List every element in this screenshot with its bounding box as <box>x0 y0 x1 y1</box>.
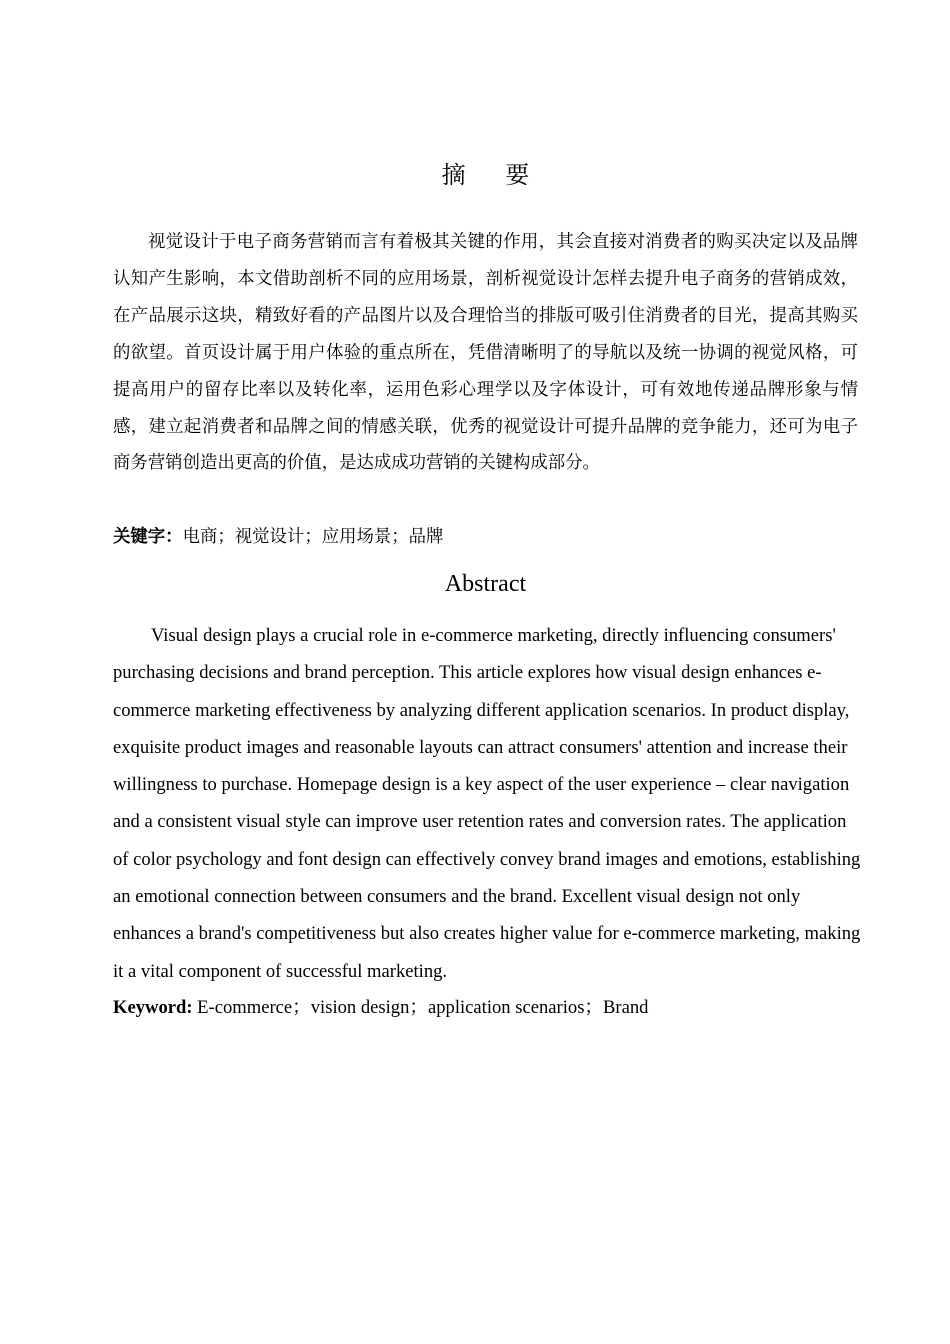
chinese-keywords <box>113 523 858 551</box>
chinese-abstract-title: 摘 要 <box>441 161 546 189</box>
english-keywords-label: Keyword: <box>113 997 193 1018</box>
chinese-abstract-body: 视觉设计于电子商务营销而言有着极其关键的作用，其会直接对消费者的购买决定以及品牌认知产生影响，本文借助剖析不同的应用场景，剖析视觉设计怎样去提升电子商务的营销成效，在产品展示这块，精致好看的产品图片以及合理恰当的排版可吸引住消费者的目光，提高其购买的欲望。首页设计属于用户体验的重点所在，凭借清晰明了的导航以及统一协调的视觉风格，可提高用户的留存比率以及转化率，运用色彩心理学以及字体设计，可有效地传递品牌形象与情感，建立起消费者和品牌之间的情感关联，优秀的视觉设计可提升品牌的竞争能力，还可为电子商务营销创造出更高的价值，是达成成功营销的关键构成部分。 <box>113 232 858 474</box>
english-abstract-body: Visual design plays a crucial role in e-commerce marketing, directly influencing consumers' purchasing decisions and brand perception. This article explores how visual design enhances e-commerce marketing effectiveness by analyzing different application scenarios. In product display, exquisite product images and reasonable layouts can attract consumers' attention and increase their willingness to purchase. Homepage design is a key aspect of the user experience – clear navigation and a consistent visual style can improve user retention rates and conversion rates. The application of color psychology and font design can effectively convey brand images and emotions, establishing an emotional connection between consumers and the brand. Excellent visual design not only enhances a brand's competitiveness but also creates higher value for e-commerce marketing, making it a vital component of successful marketing. <box>113 625 861 982</box>
chinese-keywords-value: 电商；视觉设计；应用场景；品牌 <box>182 527 444 547</box>
english-keywords-value: E-commerce；vision design；application scenarios；Brand <box>192 997 649 1018</box>
english-abstract-title: Abstract <box>444 571 527 597</box>
english-keywords <box>113 994 858 1022</box>
chinese-keywords-label: 关键字： <box>113 527 183 547</box>
